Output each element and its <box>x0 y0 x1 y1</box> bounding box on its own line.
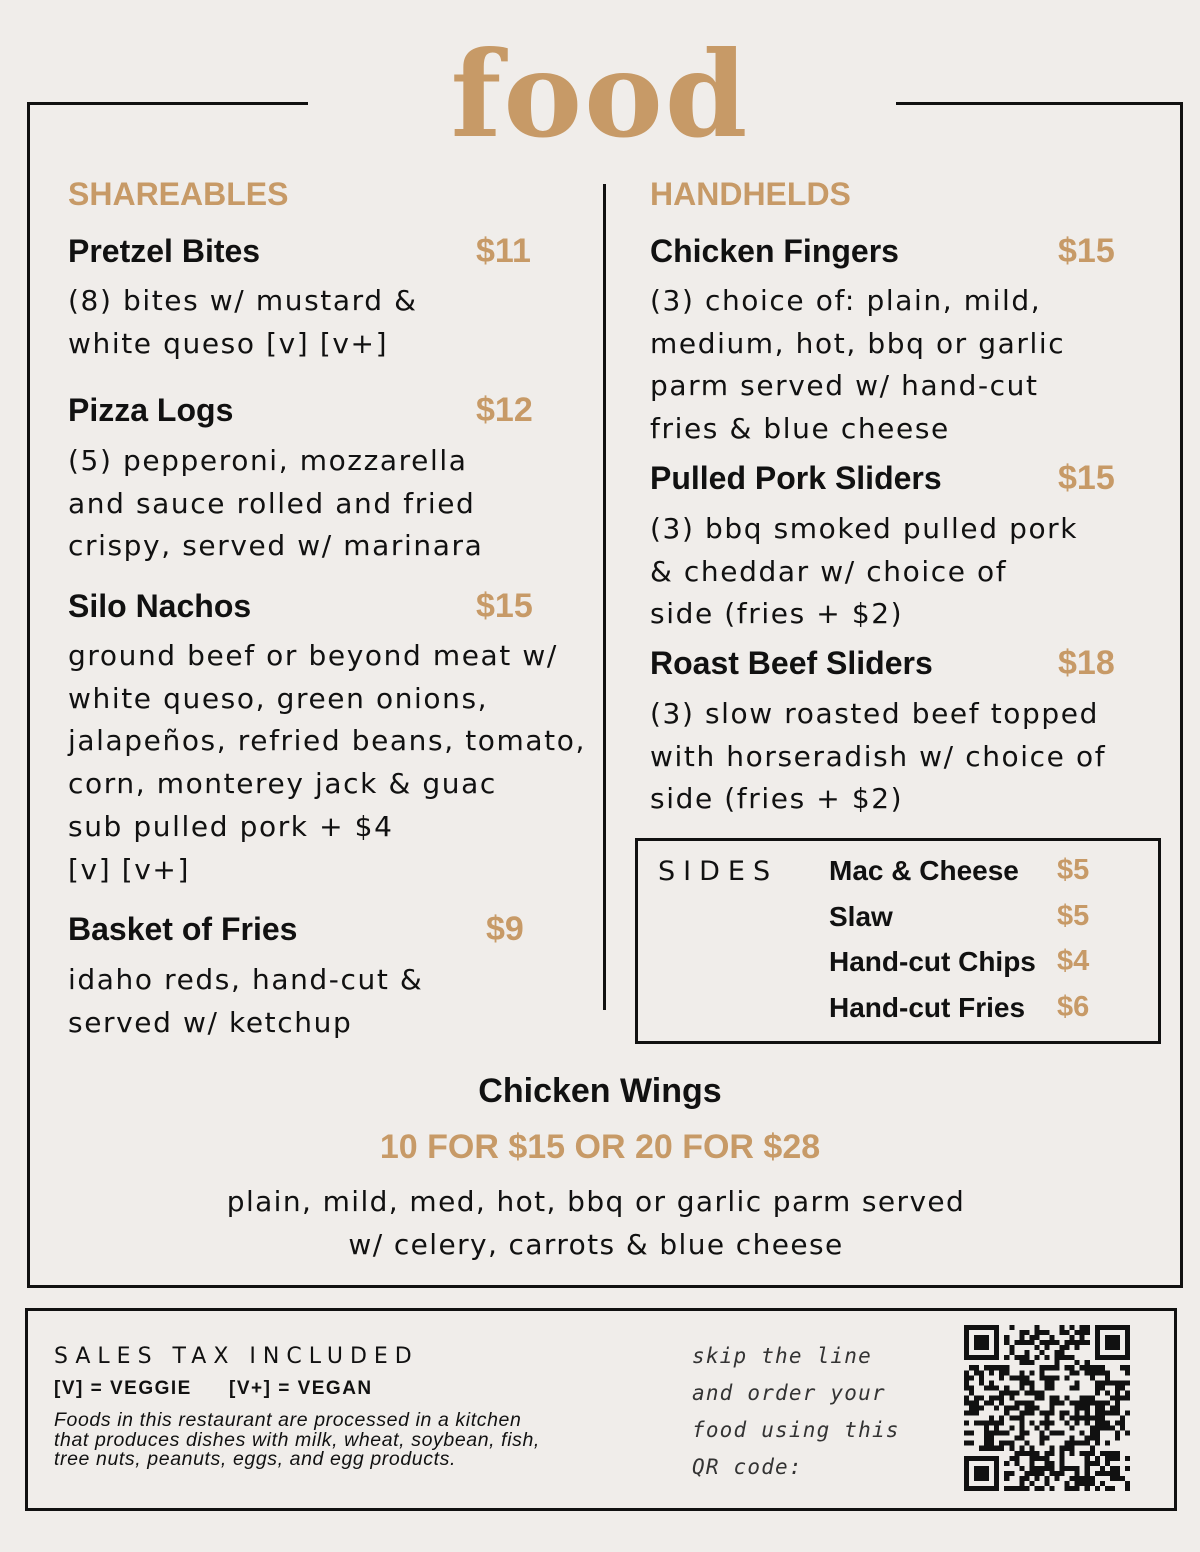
wings-title: Chicken Wings <box>478 1072 722 1110</box>
allergen-line: tree nuts, peanuts, eggs, and egg products. <box>54 1448 456 1470</box>
side-item-price: $5 <box>1057 900 1090 932</box>
desc-line: (5) pepperoni, mozzarella <box>68 444 468 477</box>
desc-line: plain, mild, med, hot, bbq or garlic parm served <box>226 1185 966 1218</box>
menu-item-price: $9 <box>486 910 524 948</box>
menu-item-price: $11 <box>476 232 531 270</box>
sides-label: SIDES <box>658 856 779 887</box>
menu-item-desc <box>650 280 1065 451</box>
menu-item-desc <box>68 280 418 365</box>
allergen-line: Foods in this restaurant are processed in a kitchen <box>54 1409 522 1431</box>
desc-line: (3) slow roasted beef topped <box>650 697 1099 730</box>
menu-item-price: $15 <box>476 587 533 625</box>
desc-line: [v] [v+] <box>68 852 190 886</box>
side-item-price: $5 <box>1057 854 1090 886</box>
menu-item-price: $15 <box>1058 459 1115 497</box>
qr-prompt-line: food using this <box>692 1418 900 1442</box>
column-divider <box>603 184 606 1010</box>
qr-prompt-line: skip the line <box>692 1344 872 1368</box>
qr-prompt-line: QR code: <box>692 1455 803 1479</box>
menu-item-name: Pretzel Bites <box>68 233 261 269</box>
qr-prompt <box>692 1338 942 1486</box>
menu-item-desc <box>68 440 483 568</box>
desc-line: sub pulled pork + $4 <box>68 809 394 843</box>
frame-top-left <box>27 102 308 105</box>
shareables-heading: SHAREABLES <box>68 176 289 212</box>
desc-line: jalapeños, refried beans, tomato, <box>68 724 586 758</box>
desc-line: & cheddar w/ choice of <box>650 554 1008 588</box>
desc-line: side (fries + $2) <box>650 782 904 816</box>
side-item-price: $4 <box>1057 945 1090 977</box>
desc-line: white queso, green onions, <box>68 681 489 715</box>
desc-line: corn, monterey jack & guac <box>68 767 497 801</box>
desc-line: side (fries + $2) <box>650 597 904 631</box>
sales-tax-note: SALES TAX INCLUDED <box>54 1344 419 1369</box>
menu-item-desc <box>68 959 423 1044</box>
veggie-legend: [V] = VEGGIE <box>54 1378 192 1399</box>
allergen-line: that produces dishes with milk, wheat, soybean, fish, <box>54 1428 540 1451</box>
frame-bottom <box>27 1285 1183 1288</box>
menu-item-price: $12 <box>476 391 533 429</box>
menu-item-price: $15 <box>1058 232 1115 270</box>
side-item-name: Mac & Cheese <box>829 855 1019 886</box>
menu-item-name: Pizza Logs <box>68 392 234 428</box>
side-item-name: Hand-cut Fries <box>829 992 1026 1023</box>
desc-line: (3) choice of: plain, mild, <box>650 284 1042 317</box>
menu-item-desc <box>68 635 586 891</box>
menu-item-name: Basket of Fries <box>68 911 298 947</box>
wings-desc <box>0 1180 1192 1266</box>
side-item-name: Slaw <box>829 901 893 932</box>
qr-prompt-line: and order your <box>692 1381 886 1405</box>
desc-line: idaho reds, hand-cut & <box>68 963 424 996</box>
desc-line: and sauce rolled and fried <box>68 486 476 520</box>
menu-item-price: $18 <box>1058 644 1115 682</box>
menu-item-name: Pulled Pork Sliders <box>650 460 942 496</box>
menu-item-name: Roast Beef Sliders <box>650 645 933 681</box>
desc-line: served w/ ketchup <box>68 1005 353 1039</box>
side-item-name: Hand-cut Chips <box>829 946 1036 977</box>
allergen-notice <box>54 1411 654 1470</box>
menu-item-desc <box>650 508 1078 636</box>
frame-top-right <box>896 102 1183 105</box>
desc-line: ground beef or beyond meat w/ <box>68 639 558 672</box>
desc-line: (8) bites w/ mustard & <box>68 284 418 317</box>
handhelds-heading: HANDHELDS <box>650 176 851 212</box>
page-title: food <box>450 25 750 164</box>
qr-code-icon[interactable] <box>962 1325 1132 1491</box>
menu-item-desc <box>650 693 1106 821</box>
desc-line: medium, hot, bbq or garlic <box>650 326 1066 360</box>
menu-item-name: Silo Nachos <box>68 588 252 624</box>
desc-line: w/ celery, carrots & blue cheese <box>348 1228 844 1261</box>
desc-line: parm served w/ hand-cut <box>650 369 1039 403</box>
menu-item-name: Chicken Fingers <box>650 233 899 269</box>
desc-line: white queso [v] [v+] <box>68 326 389 360</box>
desc-line: fries & blue cheese <box>650 412 950 446</box>
desc-line: (3) bbq smoked pulled pork <box>650 512 1079 545</box>
vegan-legend: [V+] = VEGAN <box>229 1378 373 1399</box>
desc-line: with horseradish w/ choice of <box>650 739 1107 773</box>
desc-line: crispy, served w/ marinara <box>68 529 484 563</box>
wings-price: 10 FOR $15 OR 20 FOR $28 <box>379 1128 821 1166</box>
side-item-price: $6 <box>1057 991 1090 1023</box>
